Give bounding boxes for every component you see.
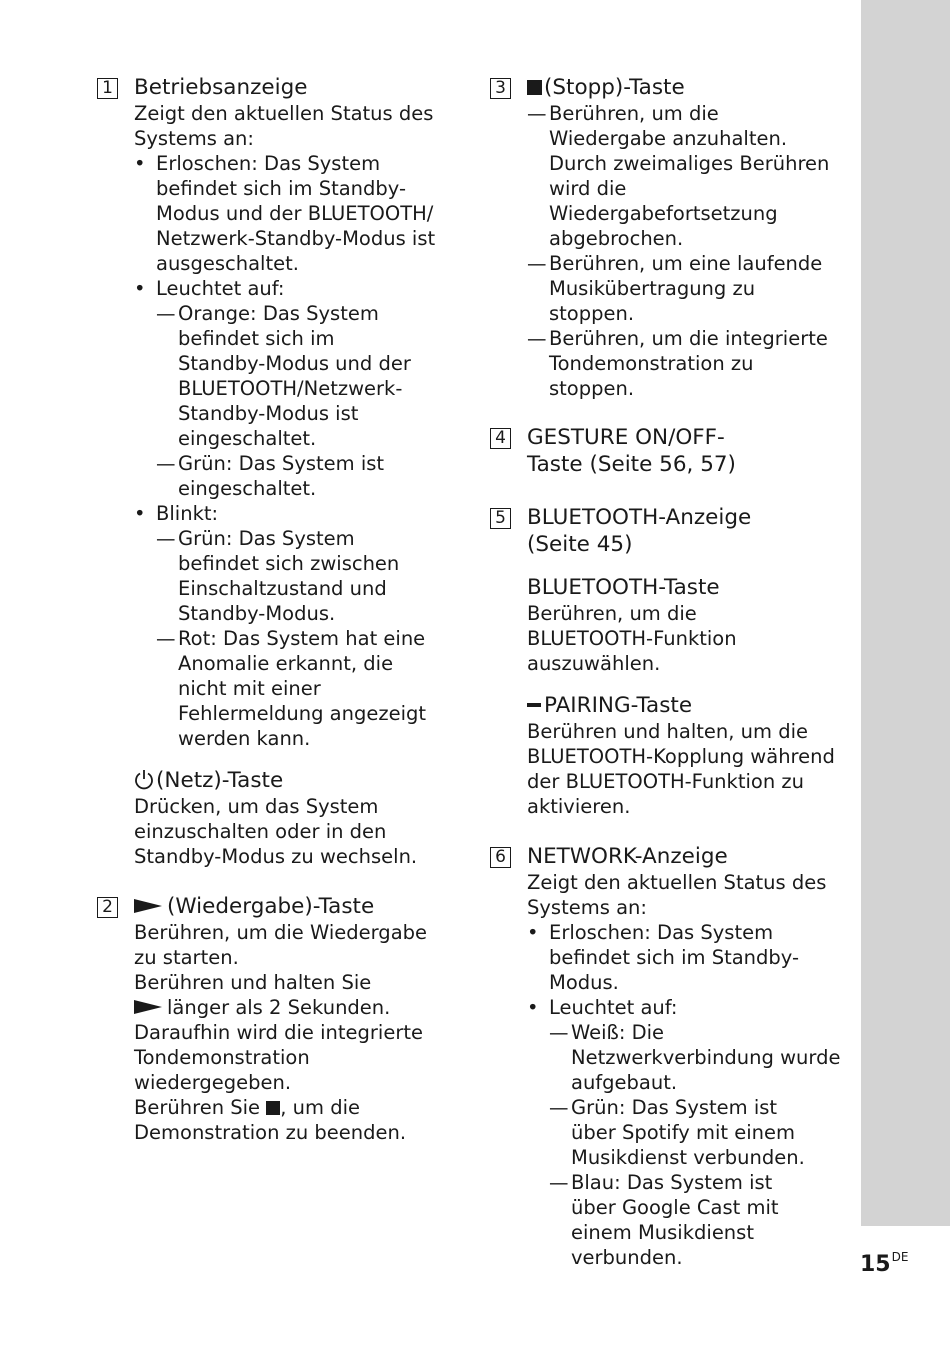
section-4 <box>490 424 827 478</box>
item-number-6: 6 <box>490 847 511 868</box>
minus-icon <box>527 703 541 707</box>
page-number <box>860 1242 908 1280</box>
stop-icon <box>266 1101 280 1115</box>
sub-item-text: — Grün: Das System ist eingeschaltet. <box>178 452 385 500</box>
sub-item-text: — Berühren, um die integrierte Tondemonstration zu stoppen. <box>549 327 828 400</box>
left-column <box>97 74 457 1145</box>
sub-item-text: — Orange: Das System befindet sich im Standby-Modus und der BLUETOOTH/Netzwerk-Standby-Modus ist eingeschaltet. <box>178 302 411 450</box>
section-3 <box>490 74 887 401</box>
status-list <box>527 920 887 1270</box>
item-number-5: 5 <box>490 508 511 529</box>
section-title-text: (Wiedergabe)-Taste <box>167 894 375 919</box>
sub-list-item <box>156 451 494 501</box>
power-key-title: (Netz)-Taste <box>156 768 284 793</box>
page-number-value: 15 <box>860 1252 891 1277</box>
list-item <box>527 920 887 995</box>
list-item <box>527 995 887 1270</box>
sub-list-item <box>549 1170 887 1270</box>
sub-list-item <box>549 1095 887 1170</box>
sub-item-text: — Weiß: Die Netzwerkverbindung wurde aufgebaut. <box>571 1021 841 1094</box>
section-title <box>134 893 494 920</box>
list-item-text: Leuchtet auf: <box>549 996 678 1019</box>
pairing-key-text: Berühren und halten, um die BLUETOOTH-Kopplung während der BLUETOOTH-Funktion zu aktivieren. <box>527 720 835 818</box>
stop-icon <box>527 80 542 95</box>
section-6 <box>490 843 887 1270</box>
play-text-1: Berühren, um die Wiedergabe zu starten. <box>134 921 428 969</box>
section-1 <box>97 74 494 869</box>
item-number-3: 3 <box>490 78 511 99</box>
sub-item-text: — Berühren, um die Wiedergabe anzuhalten. Durch zweimaliges Berühren wird die Wiedergabefortsetzung abgebrochen. <box>549 102 830 250</box>
list-item <box>134 276 494 501</box>
section-5 <box>490 504 887 819</box>
section-title: BLUETOOTH-Anzeige (Seite 45) <box>527 505 752 557</box>
intro-text: Zeigt den aktuellen Status des Systems an: <box>527 871 827 919</box>
bluetooth-key-title: BLUETOOTH-Taste <box>527 575 720 600</box>
power-key-heading <box>134 767 494 794</box>
right-column <box>490 74 850 1270</box>
text-fragment: Berühren Sie <box>134 1096 261 1119</box>
sub-item-text: — Blau: Das System ist über Google Cast mit einem Musikdienst verbunden. <box>571 1171 779 1269</box>
list-item-text: • Erloschen: Das System befindet sich im Standby-Modus. <box>549 921 800 994</box>
sub-list-item <box>156 526 494 626</box>
play-text-4 <box>134 1095 434 1145</box>
section-2 <box>97 893 494 1145</box>
play-text-3: Daraufhin wird die integrierte Tondemonstration wiedergegeben. <box>134 1021 423 1094</box>
list-item-text: Leuchtet auf: <box>156 277 285 300</box>
play-icon <box>134 1000 162 1014</box>
intro-text: Zeigt den aktuellen Status des Systems an: <box>134 102 434 150</box>
page-language-code: DE <box>891 1250 909 1264</box>
sub-list <box>156 526 494 751</box>
sub-item-text: — Berühren, um eine laufende Musikübertragung zu stoppen. <box>549 252 823 325</box>
section-title: GESTURE ON/OFF-Taste (Seite 56, 57) <box>527 425 736 477</box>
text-fragment: länger als 2 Sekunden. <box>167 996 391 1019</box>
section-title <box>527 74 887 101</box>
sub-list-item <box>156 301 494 451</box>
dash-list <box>527 101 887 401</box>
section-title-text: (Stopp)-Taste <box>544 75 685 100</box>
power-icon <box>134 768 154 790</box>
sub-list <box>549 1020 887 1270</box>
sub-list-item <box>527 251 887 326</box>
sub-list-item <box>549 1020 887 1095</box>
section-title: NETWORK-Anzeige <box>527 844 728 869</box>
sub-item-text: — Rot: Das System hat eine Anomalie erkannt, die nicht mit einer Fehlermeldung angezeigt werden kann. <box>178 627 427 750</box>
list-item <box>134 501 494 751</box>
play-text-2 <box>134 970 434 1020</box>
bluetooth-key-text: Berühren, um die BLUETOOTH-Funktion auszuwählen. <box>527 602 737 675</box>
pairing-key-heading <box>527 692 887 719</box>
list-item <box>134 151 494 276</box>
text-fragment: , um die Demonstration zu beenden. <box>134 1096 407 1144</box>
sub-item-text: — Grün: Das System befindet sich zwischen Einschaltzustand und Standby-Modus. <box>178 527 400 625</box>
list-item-text: • Erloschen: Das System befindet sich im Standby-Modus und der BLUETOOTH/ Netzwerk-Standby-Modus ist ausgeschaltet. <box>156 152 436 275</box>
sub-list <box>156 301 494 501</box>
sub-item-text: — Grün: Das System ist über Spotify mit einem Musikdienst verbunden. <box>571 1096 805 1169</box>
sub-list-item <box>527 326 887 401</box>
section-title: Betriebsanzeige <box>134 75 308 100</box>
list-item-text: Blinkt: <box>156 502 219 525</box>
status-list <box>134 151 494 751</box>
sub-list-item <box>156 626 494 751</box>
text-fragment: Berühren und halten Sie <box>134 971 372 994</box>
power-key-text: Drücken, um das System einzuschalten oder in den Standby-Modus zu wechseln. <box>134 795 418 868</box>
play-icon <box>134 899 162 913</box>
item-number-4: 4 <box>490 428 511 449</box>
item-number-1: 1 <box>97 78 118 99</box>
sub-list-item <box>527 101 887 251</box>
pairing-key-title: PAIRING-Taste <box>544 693 693 718</box>
item-number-2: 2 <box>97 897 118 918</box>
